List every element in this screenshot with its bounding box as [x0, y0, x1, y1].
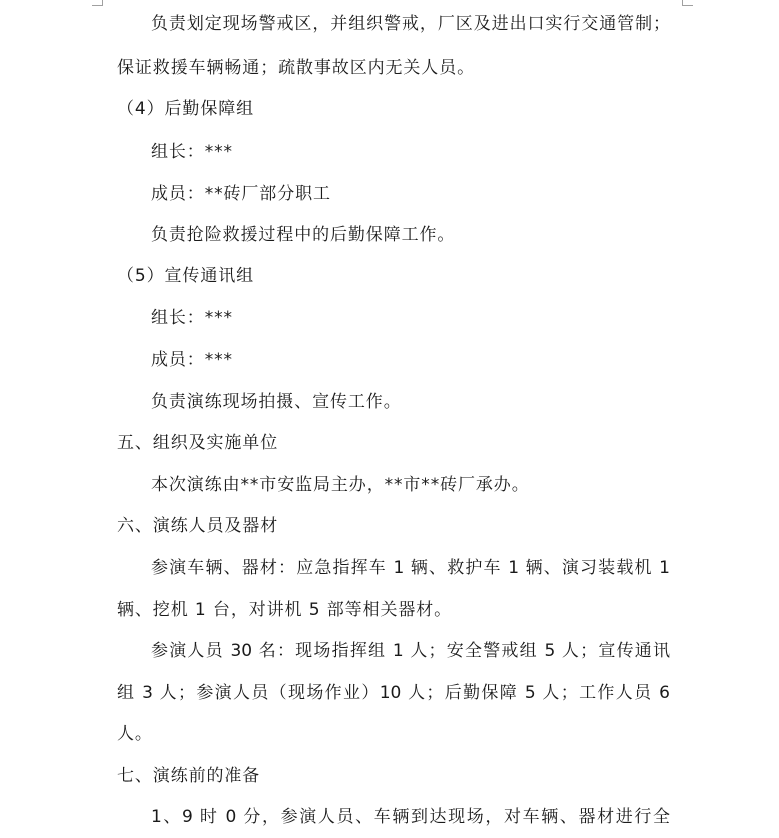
paragraph-line: 负责划定现场警戒区，并组织警戒，厂区及进出口实行交通管制；: [151, 14, 670, 34]
section-heading: 七、演练前的准备: [117, 766, 261, 786]
page-corner-mark-right: [682, 0, 693, 6]
section-heading: （5）宣传通讯组: [117, 266, 255, 286]
paragraph-line: 成员：***: [151, 350, 233, 370]
paragraph-line: 1、9 时 0 分，参演人员、车辆到达现场，对车辆、器材进行全: [151, 807, 670, 827]
paragraph-line: 组长：***: [151, 308, 233, 328]
section-heading: （4）后勤保障组: [117, 99, 255, 119]
paragraph-line: 保证救援车辆畅通；疏散事故区内无关人员。: [117, 58, 475, 78]
section-heading: 六、演练人员及器材: [117, 516, 279, 536]
section-heading: 五、组织及实施单位: [117, 433, 279, 453]
paragraph-line: 人。: [117, 724, 153, 744]
paragraph-line: 辆、挖机 1 台，对讲机 5 部等相关器材。: [117, 600, 453, 620]
paragraph-line: 组 3 人；参演人员（现场作业）10 人；后勤保障 5 人；工作人员 6: [117, 683, 670, 703]
page-corner-mark-left: [92, 0, 103, 6]
paragraph-line: 组长：***: [151, 142, 233, 162]
paragraph-line: 负责抢险救援过程中的后勤保障工作。: [151, 225, 456, 245]
paragraph-line: 成员：**砖厂部分职工: [151, 184, 331, 204]
paragraph-line: 本次演练由**市安监局主办，**市**砖厂承办。: [151, 475, 530, 495]
paragraph-line: 参演人员 30 名：现场指挥组 1 人；安全警戒组 5 人；宣传通讯: [151, 641, 670, 661]
paragraph-line: 负责演练现场拍摄、宣传工作。: [151, 392, 402, 412]
paragraph-line: 参演车辆、器材：应急指挥车 1 辆、救护车 1 辆、演习装载机 1: [151, 558, 670, 578]
